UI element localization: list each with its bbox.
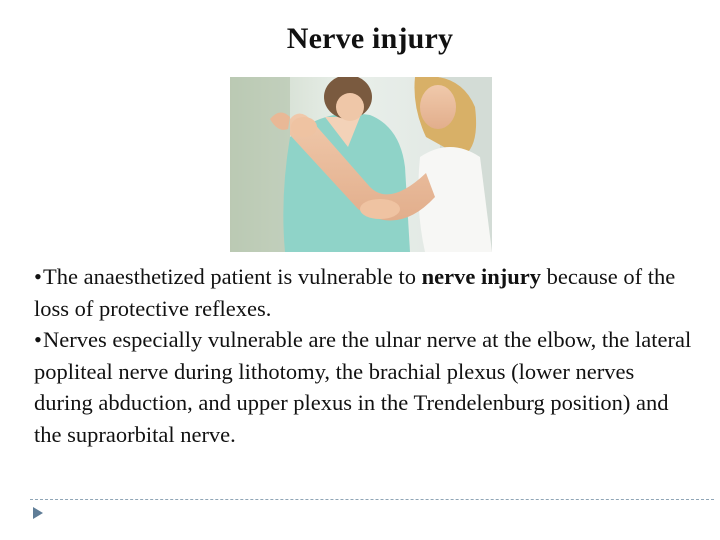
bullet-marker: • (34, 264, 42, 289)
paragraph-1-text-end: because of the loss of protective reflexes. (34, 264, 676, 321)
bullet-marker: • (34, 327, 42, 352)
slide-body (34, 261, 694, 450)
highlight-term: nerve injury (421, 264, 541, 289)
paragraph-2-text: Nerves especially vulnerable are the ulnar nerve at the elbow, the lateral popliteal nerve during lithotomy, the brachial plexus (lower nerves during abduction, and upper plexus in the Trendelenburg position) and the supraorbital nerve. (34, 327, 692, 447)
clinical-photo (230, 77, 492, 252)
bullet-paragraph-1 (34, 261, 694, 324)
clinical-photo-illustration (230, 77, 492, 252)
play-triangle-icon[interactable] (33, 507, 43, 519)
paragraph-1-text-start: The anaesthetized patient is vulnerable to (43, 264, 422, 289)
bullet-paragraph-2 (34, 324, 694, 450)
footer-divider (30, 499, 714, 500)
slide-title: Nerve injury (286, 22, 454, 55)
